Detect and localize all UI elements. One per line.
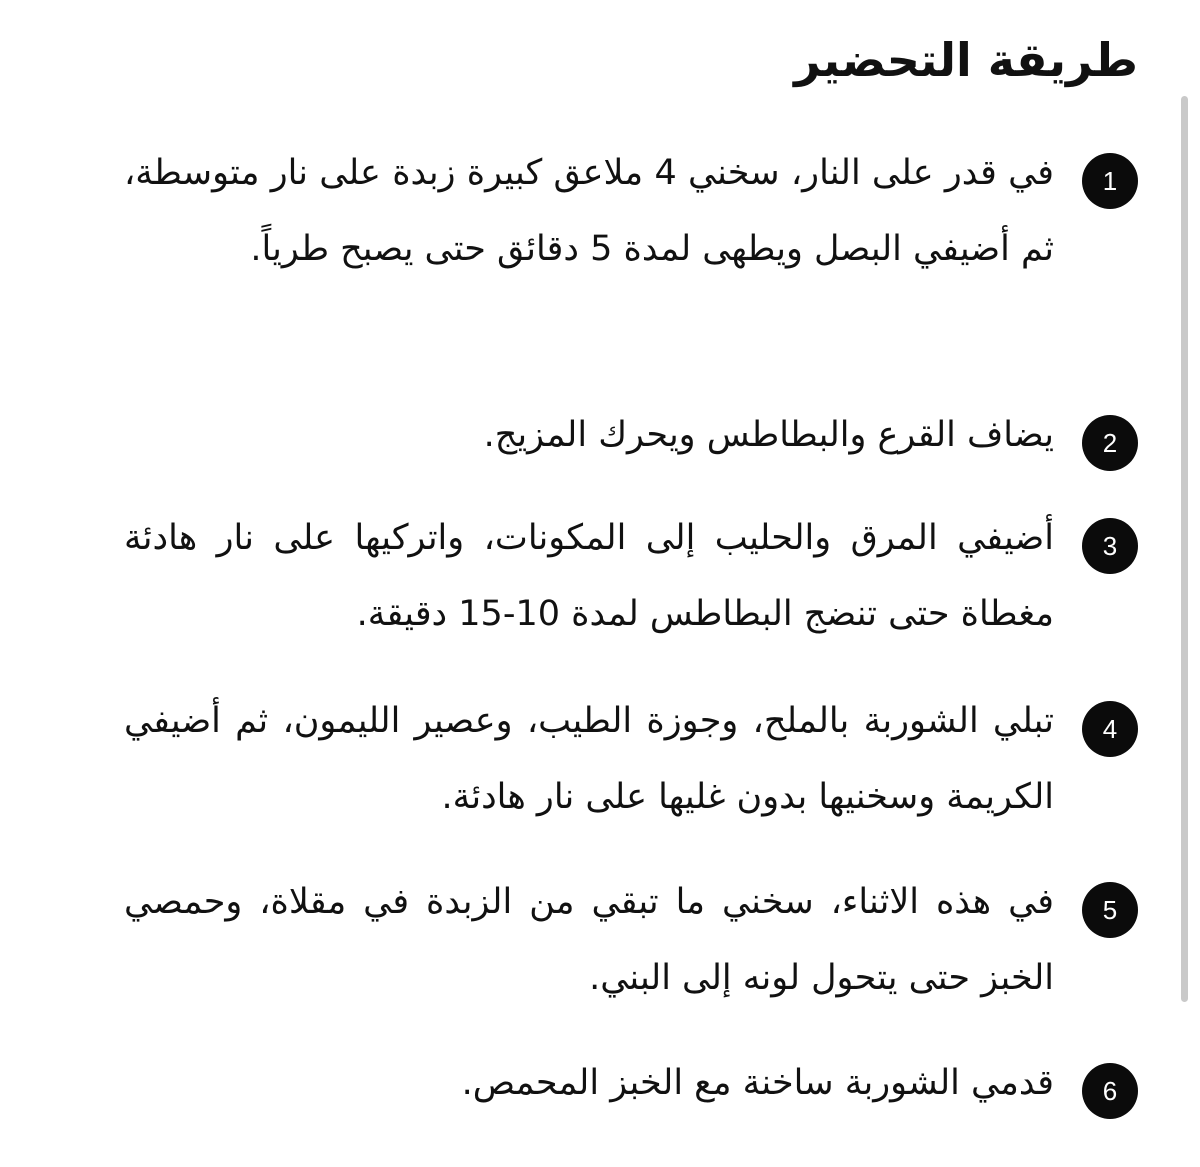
list-item-step-3 — [124, 500, 1138, 634]
list-item-step-1 — [124, 135, 1138, 269]
vertical-scrollbar[interactable] — [1181, 96, 1188, 1002]
step-text: في هذه الاثناء، سخني ما تبقي من الزبدة في مقلاة، وحمصي الخبز حتى يتحول لونه إلى البني. — [124, 882, 1054, 998]
step-number-badge: 2 — [1082, 415, 1138, 471]
step-number-badge: 6 — [1082, 1063, 1138, 1119]
step-text: أضيفي المرق والحليب إلى المكونات، واتركيها على نار هادئة مغطاة حتى تنضج البطاطس لمدة 10-15 دقيقة. — [124, 518, 1054, 634]
step-text: تبلي الشوربة بالملح، وجوزة الطيب، وعصير الليمون، ثم أضيفي الكريمة وسخنيها بدون غليها على نار هادئة. — [124, 701, 1054, 817]
list-item-step-2 — [128, 397, 1138, 473]
page-title: طريقة التحضير — [794, 33, 1138, 87]
list-item-step-4 — [124, 683, 1138, 817]
list-item-step-5 — [124, 864, 1138, 998]
step-text: في قدر على النار، سخني 4 ملاعق كبيرة زبدة على نار متوسطة، ثم أضيفي البصل ويطهى لمدة 5 دقائق حتى يصبح طرياً. — [124, 153, 1054, 269]
step-number-badge: 1 — [1082, 153, 1138, 209]
step-number-badge: 5 — [1082, 882, 1138, 938]
list-item-step-6 — [128, 1045, 1138, 1121]
step-number-badge: 4 — [1082, 701, 1138, 757]
step-number-badge: 3 — [1082, 518, 1138, 574]
step-text: يضاف القرع والبطاطس ويحرك المزيج. — [483, 415, 1054, 455]
step-text: قدمي الشوربة ساخنة مع الخبز المحمص. — [461, 1063, 1054, 1103]
